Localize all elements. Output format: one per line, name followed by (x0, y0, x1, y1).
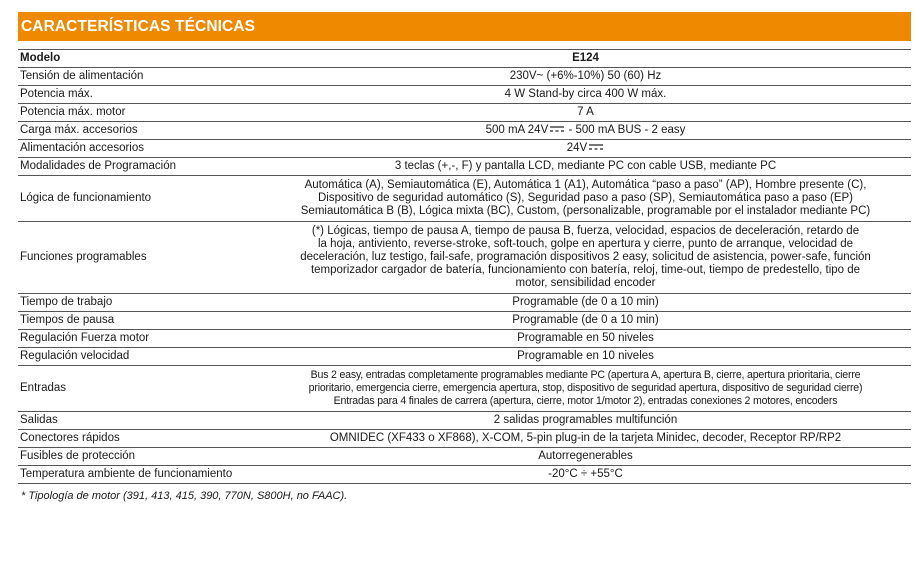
row-label: Potencia máx. (18, 86, 260, 104)
table-row (18, 86, 911, 104)
table-row (18, 68, 911, 86)
row-label: Temperatura ambiente de funcionamiento (18, 466, 260, 484)
table-header-row (18, 50, 911, 68)
row-value: 2 salidas programables multifunción (260, 412, 911, 430)
row-value: Programable (de 0 a 10 min) (260, 312, 911, 330)
footnote: * Tipología de motor (391, 413, 415, 390, 770N, S800H, no FAAC). (21, 490, 348, 502)
row-value-line: motor, sensibilidad encoder (515, 277, 656, 289)
row-label: Fusibles de protección (18, 448, 260, 466)
row-label: Tensión de alimentación (18, 68, 260, 86)
table-row (18, 412, 911, 430)
row-value-line: la hoja, antiviento, reverse-stroke, soft-touch, golpe en apertura y cierre, punto de arranque, velocidad de (317, 238, 854, 250)
row-value: Programable (de 0 a 10 min) (260, 294, 911, 312)
spec-sheet (18, 12, 911, 502)
row-value: Programable en 50 niveles (260, 330, 911, 348)
row-value-line: prioritario, emergencia cierre, emergencia apertura, stop, dispositivo de seguridad apertura, dispositivo de seguridad cierre) (308, 382, 863, 394)
table-row (18, 366, 911, 412)
spec-table (18, 49, 911, 484)
table-row (18, 158, 911, 176)
row-label: Modalidades de Programación (18, 158, 260, 176)
table-row (18, 430, 911, 448)
row-label: Salidas (18, 412, 260, 430)
table-row (18, 176, 911, 222)
section-banner (18, 12, 911, 41)
row-value: 4 W Stand-by circa 400 W máx. (260, 86, 911, 104)
row-label: Alimentación accesorios (18, 140, 260, 158)
row-label: Tiempos de pausa (18, 312, 260, 330)
row-value-line: Entradas para 4 finales de carrera (apertura, cierre, motor 1/motor 2), entradas conexiones 2 motores, encoders (333, 395, 838, 407)
table-row (18, 104, 911, 122)
row-label: Regulación velocidad (18, 348, 260, 366)
row-value-line: Semiautomática B (B), Lógica mixta (BC), Custom, (personalizable, programable por el instalador mediante PC) (300, 205, 871, 217)
row-value-line: Dispositivo de seguridad automático (S), Seguridad paso a paso (SP), Semiautomática paso a paso (EP) (317, 192, 854, 204)
section-title: CARACTERÍSTICAS TÉCNICAS (21, 17, 256, 35)
table-row (18, 140, 911, 158)
row-label: Lógica de funcionamiento (18, 176, 260, 222)
row-label: Tiempo de trabajo (18, 294, 260, 312)
row-value: 7 A (260, 104, 911, 122)
row-label: Funciones programables (18, 222, 260, 294)
row-value: OMNIDEC (XF433 o XF868), X-COM, 5-pin plug-in de la tarjeta Minidec, decoder, Receptor RP/RP2 (260, 430, 911, 448)
table-row (18, 222, 911, 294)
row-value: -20°C ÷ +55°C (260, 466, 911, 484)
row-value-line: Bus 2 easy, entradas completamente programables mediante PC (apertura A, apertura B, cierre, apertura prioritaria, cierre (310, 369, 861, 381)
row-label: Conectores rápidos (18, 430, 260, 448)
row-value (260, 140, 911, 158)
row-value-part: 24V (566, 142, 588, 154)
table-row (18, 448, 911, 466)
row-value: Autorregenerables (260, 448, 911, 466)
row-value-line: deceleración, luz testigo, fail-safe, programación dispositivos 2 easy, solicitud de asistencia, power-safe, función (300, 251, 871, 263)
header-label: Modelo (18, 50, 260, 68)
table-row (18, 348, 911, 366)
table-row (18, 312, 911, 330)
table-row (18, 122, 911, 140)
table-row (18, 466, 911, 484)
row-value: 3 teclas (+,-, F) y pantalla LCD, mediante PC con cable USB, mediante PC (260, 158, 911, 176)
row-label: Entradas (18, 366, 260, 412)
row-value (260, 176, 911, 222)
row-label: Potencia máx. motor (18, 104, 260, 122)
row-value: Programable en 10 niveles (260, 348, 911, 366)
direct-current-icon (589, 144, 603, 150)
row-value-line: Automática (A), Semiautomática (E), Automática 1 (A1), Automática “paso a paso” (AP), Hombre presente (C), (304, 179, 867, 191)
row-value (260, 222, 911, 294)
row-value-part: - 500 mA BUS - 2 easy (568, 124, 686, 136)
row-label: Regulación Fuerza motor (18, 330, 260, 348)
row-value-line: temporizador cargador de batería, funcionamiento con batería, reloj, time-out, tiempo de predestello, tipo de (310, 264, 861, 276)
row-label: Carga máx. accesorios (18, 122, 260, 140)
direct-current-icon (550, 126, 564, 132)
row-value (260, 122, 911, 140)
row-value-line: (*) Lógicas, tiempo de pausa A, tiempo de pausa B, fuerza, velocidad, espacios de deceleración, retardo de (311, 225, 860, 237)
table-row (18, 294, 911, 312)
row-value (260, 366, 911, 412)
table-row (18, 330, 911, 348)
row-value-part: 500 mA 24V (485, 124, 549, 136)
header-value: E124 (260, 50, 911, 68)
row-value: 230V~ (+6%-10%) 50 (60) Hz (260, 68, 911, 86)
